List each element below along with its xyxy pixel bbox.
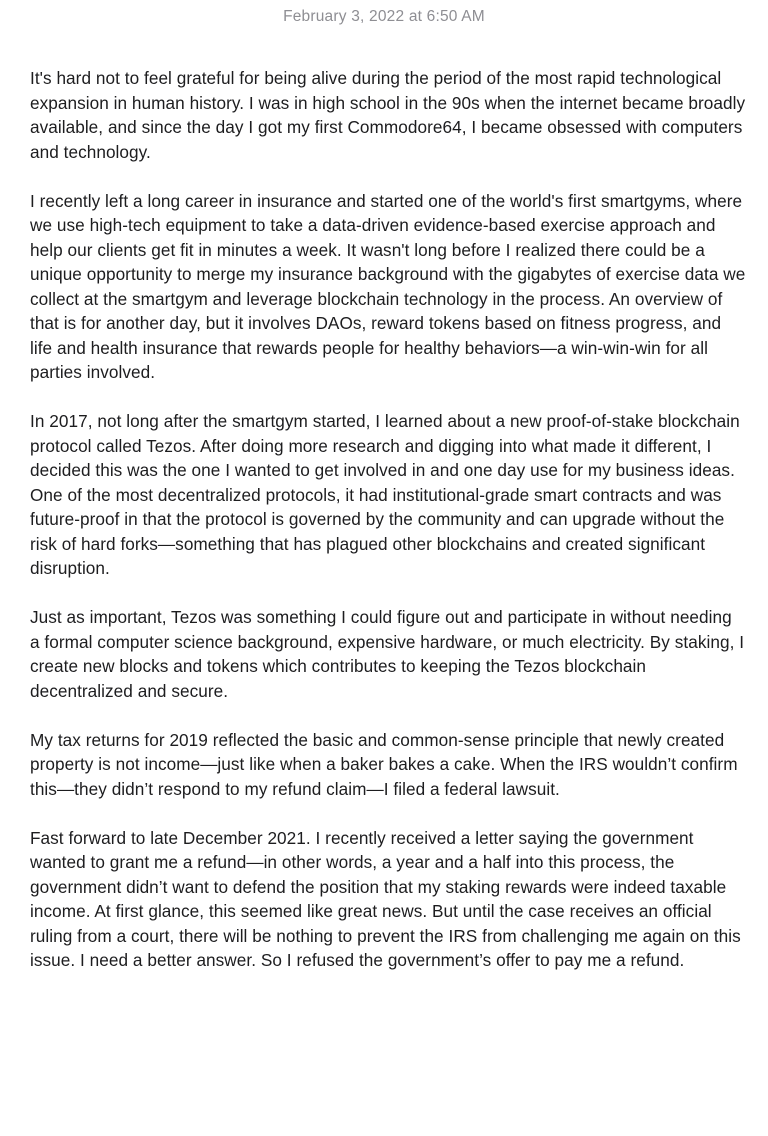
note-body[interactable] [30, 66, 746, 997]
note-paragraph-7: Fast forward to late December 2021. I recently received a letter saying the government wanted to grant me a refund—in other words, a year and a half into this process, the government didn’t want to defend the position that my staking rewards were indeed taxable income. At first glance, this seemed like great news. But until the case receives an official ruling from a court, there will be nothing to prevent the IRS from challenging me again on this issue. I need a better answer. So I refused the government’s offer to pay me a refund. [30, 827, 741, 970]
note-paragraph-4: One of the most decentralized protocols, it had institutional-grade smart contracts and was future-proof in that the protocol is governed by the community and can upgrade without the risk of hard forks—something that has plagued other blockchains and created significant disruption. [30, 484, 725, 578]
note-paragraph-5: Just as important, Tezos was something I could figure out and participate in without needing a formal computer science background, expensive hardware, or much electricity. By staking, I create new blocks and tokens which contributes to keeping the Tezos blockchain decentralized and secure. [30, 607, 745, 701]
note-paragraph-2: I recently left a long career in insurance and started one of the world's first smartgyms, where we use high-tech equipment to take a data-driven evidence-based exercise approach and help our clients get fit in minutes a week. It wasn't long before I realized there could be a unique opportunity to merge my insurance background with the gigabytes of exercise data we collect at the smartgym and leverage blockchain technology in the process. An overview of that is for another day, but it involves DAOs, reward tokens based on fitness progress, and life and health insurance that rewards people for healthy behaviors—a win-win-win for all parties involved. [30, 190, 746, 382]
note-paragraph-1: It's hard not to feel grateful for being alive during the period of the most rapid technological expansion in human history. I was in high school in the 90s when the internet became broadly available, and since the day I got my first Commodore64, I became obsessed with computers and technology. [30, 68, 746, 162]
note-date-header: February 3, 2022 at 6:50 AM [283, 8, 485, 25]
note-paragraph-6: My tax returns for 2019 reflected the basic and common-sense principle that newly created property is not income—just like when a baker bakes a cake. When the IRS wouldn’t confirm this—they didn’t respond to my refund claim—I filed a federal lawsuit. [30, 729, 738, 799]
note-paragraph-3: In 2017, not long after the smartgym started, I learned about a new proof-of-stake blockchain protocol called Tezos. After doing more research and digging into what made it different, I decided this was the one I wanted to get involved in and one day use for my business ideas. [30, 411, 740, 480]
